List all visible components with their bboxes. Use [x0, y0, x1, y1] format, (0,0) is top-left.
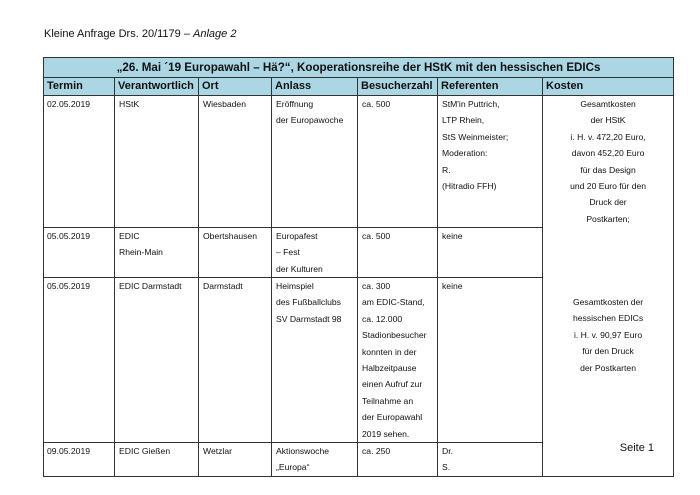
- cell-besucherzahl: [358, 227, 438, 277]
- kosten-line: für das Design: [580, 164, 636, 175]
- cell-besucherzahl-line: konnten in der: [362, 346, 417, 357]
- table-row: [44, 277, 674, 442]
- cell-referenten: [438, 277, 543, 442]
- cell-besucherzahl-line: ca. 500: [362, 99, 391, 109]
- kosten-line: der HStK: [590, 115, 626, 126]
- col-header-anlass: Anlass: [272, 78, 358, 96]
- kosten-line: hessischen EDICs: [572, 313, 644, 324]
- page-number: Seite 1: [619, 442, 654, 454]
- cell-termin: 02.05.2019: [44, 96, 115, 228]
- kosten-line: der Postkarten: [580, 362, 636, 373]
- table-row: [44, 443, 674, 477]
- cell-verantwortlich: [115, 227, 199, 277]
- cell-anlass-line: – Fest: [276, 247, 300, 258]
- cell-verantwortlich-line: HStK: [119, 99, 140, 109]
- col-header-referenten: Referenten: [438, 78, 543, 96]
- cell-anlass: [272, 96, 358, 228]
- table-row: [44, 227, 674, 277]
- cell-anlass: [272, 443, 358, 477]
- kosten-line: und 20 Euro für den: [570, 181, 647, 192]
- cell-besucherzahl: [358, 443, 438, 477]
- cell-termin: 05.05.2019: [44, 227, 115, 277]
- cell-anlass: [272, 227, 358, 277]
- events-table: [43, 57, 674, 477]
- cell-besucherzahl-line: ca. 250: [362, 446, 391, 457]
- cell-verantwortlich-line: EDIC: [119, 230, 140, 241]
- cell-referenten-line: StS Weinmeister;: [442, 131, 509, 142]
- header-prefix: Kleine Anfrage Drs. 20/1179 –: [44, 28, 194, 40]
- cell-anlass-line: Europafest: [276, 230, 318, 241]
- cell-besucherzahl-line: ca. 12.000: [362, 313, 403, 324]
- kosten-line: Gesamtkosten: [580, 99, 636, 109]
- cell-besucherzahl-line: am EDIC-Stand,: [362, 297, 425, 308]
- cell-anlass-line: Aktionswoche: [276, 446, 330, 457]
- cell-besucherzahl-line: der Europawahl: [362, 412, 423, 423]
- cell-anlass-line: „Europa“: [276, 462, 310, 473]
- cell-referenten-line: LTP Rhein,: [442, 115, 485, 126]
- cell-referenten: [438, 96, 543, 228]
- cell-besucherzahl-line: Teilnahme an: [362, 395, 414, 406]
- cell-referenten-line: (Hitradio FFH): [442, 181, 497, 192]
- kosten-line: i. H. v. 90,97 Euro: [573, 329, 643, 340]
- cell-verantwortlich: [115, 443, 199, 477]
- col-header-kosten: Kosten: [543, 78, 674, 96]
- cell-anlass-line: der Kulturen: [276, 263, 323, 274]
- cell-referenten-line: Dr.: [442, 446, 453, 457]
- cell-anlass-line: Heimspiel: [276, 280, 314, 291]
- cell-kosten: [543, 277, 674, 442]
- table-title: „26. Mai ´19 Europawahl – Hä?“, Kooperationsreihe der HStK mit den hessischen EDICs: [44, 58, 674, 78]
- col-header-ort: Ort: [199, 78, 272, 96]
- cell-referenten: [438, 443, 543, 477]
- cell-besucherzahl-line: ca. 300: [362, 280, 391, 291]
- cell-anlass-line: SV Darmstadt 98: [276, 313, 342, 324]
- table-row: [44, 96, 674, 228]
- cell-referenten-line: R.: [442, 164, 451, 175]
- cell-besucherzahl-line: einen Aufruf zur: [362, 379, 423, 390]
- cell-kosten: [543, 227, 674, 277]
- cell-referenten: [438, 227, 543, 277]
- cell-verantwortlich-line: EDIC Gießen: [119, 446, 171, 457]
- kosten-line: davon 452,20 Euro: [571, 148, 645, 159]
- cell-referenten-line: keine: [442, 230, 463, 241]
- document-header: [44, 28, 236, 40]
- cell-verantwortlich: [115, 277, 199, 442]
- cell-besucherzahl: [358, 277, 438, 442]
- cell-anlass-line: Eröffnung: [276, 99, 314, 109]
- cell-verantwortlich-line: EDIC Darmstadt: [119, 280, 182, 291]
- kosten-line: für den Druck: [582, 346, 634, 357]
- cell-referenten-line: StM'in Puttrich,: [442, 99, 500, 109]
- cell-besucherzahl-line: Stadionbesucher: [362, 330, 427, 341]
- header-anlage: Anlage 2: [193, 28, 237, 40]
- cell-referenten-line: S.: [442, 462, 451, 473]
- cell-termin: 09.05.2019: [44, 443, 115, 477]
- cell-anlass: [272, 277, 358, 442]
- cell-besucherzahl-line: Halbzeitpause: [362, 363, 417, 373]
- kosten-line: Gesamtkosten der: [572, 296, 644, 307]
- cell-besucherzahl-line: ca. 500: [362, 230, 391, 241]
- kosten-line: [543, 277, 673, 293]
- col-header-verantwortlich: Verantwortlich: [115, 78, 199, 96]
- kosten-line: Druck der: [589, 197, 627, 208]
- cell-verantwortlich-line: Rhein-Main: [119, 247, 163, 258]
- col-header-besucherzahl: Besucherzahl: [358, 78, 438, 96]
- cell-anlass-line: des Fußballclubs: [276, 297, 341, 308]
- cell-besucherzahl-line: 2019 sehen.: [362, 428, 410, 439]
- cell-referenten-line: keine: [442, 280, 463, 291]
- cell-kosten: [543, 96, 674, 228]
- col-header-termin: Termin: [44, 78, 115, 96]
- cell-besucherzahl: [358, 96, 438, 228]
- kosten-line: i. H. v. 472,20 Euro,: [570, 131, 646, 142]
- cell-ort: Darmstadt: [199, 277, 272, 442]
- cell-ort: Obertshausen: [199, 227, 272, 277]
- cell-referenten-line: Moderation:: [442, 148, 488, 159]
- cell-anlass-line: der Europawoche: [276, 115, 344, 126]
- cell-ort: Wetzlar: [199, 443, 272, 477]
- kosten-line: Postkarten;: [586, 213, 630, 224]
- cell-verantwortlich: [115, 96, 199, 228]
- cell-ort: Wiesbaden: [199, 96, 272, 228]
- cell-termin: 05.05.2019: [44, 277, 115, 442]
